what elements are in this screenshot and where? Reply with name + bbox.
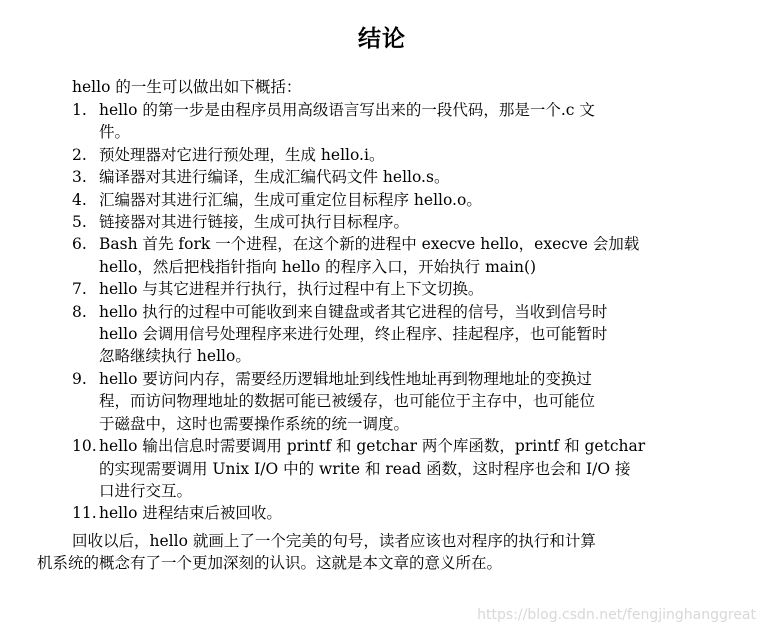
list-item	[72, 166, 672, 188]
list-item-number: 6.	[72, 235, 87, 254]
list-item	[72, 301, 672, 368]
list-item-text: Bash 首先 fork 一个进程，在这个新的进程中 execve hello，execve 会加载	[99, 235, 640, 254]
list-item	[72, 502, 672, 524]
list-item-text: hello，然后把栈指针指向 hello 的程序入口，开始执行 main()	[99, 257, 537, 276]
list-item-number: 8.	[72, 302, 87, 321]
list-item-text: hello 执行的过程中可能收到来自键盘或者其它进程的信号，当收到信号时	[99, 302, 608, 321]
list-item-text: 汇编器对其进行汇编，生成可重定位目标程序 hello.o。	[99, 190, 482, 209]
list-item	[72, 233, 672, 278]
list-item-number: 11.	[72, 504, 97, 523]
list-item-number: 9.	[72, 369, 87, 388]
list-item	[72, 211, 672, 233]
closing-paragraph	[37, 530, 677, 575]
closing-line: 机系统的概念有了一个更加深刻的认识。这就是本文章的意义所在。	[37, 554, 503, 573]
list-item-text: 编译器对其进行编译，生成汇编代码文件 hello.s。	[99, 168, 450, 187]
list-item-text: hello 的第一步是由程序员用高级语言写出来的一段代码，那是一个.c 文	[99, 101, 595, 119]
list-item-text: hello 与其它进程并行执行，执行过程中有上下文切换。	[99, 280, 484, 299]
list-item-number: 4.	[72, 190, 87, 209]
watermark: https://blog.csdn.net/fengjinghanggreat	[477, 607, 756, 623]
list-item-number: 1.	[72, 101, 87, 119]
list-item-number: 5.	[72, 213, 87, 232]
list-item-text: 程，而访问物理地址的数据可能已被缓存，也可能位于主存中，也可能位	[99, 392, 596, 411]
list-item-text: 链接器对其进行链接，生成可执行目标程序。	[99, 213, 410, 232]
list-item	[72, 435, 672, 502]
list-item	[72, 368, 672, 435]
list-item-text: 预处理器对它进行预处理，生成 hello.i。	[99, 145, 385, 164]
closing-line: 回收以后，hello 就画上了一个完美的句号，读者应该也对程序的执行和计算	[72, 532, 596, 550]
list-item-text: 的实现需要调用 Unix I/O 中的 write 和 read 函数，这时程序也会和 I/O 接	[99, 459, 631, 478]
list-item	[72, 99, 672, 144]
page-title: 结论	[358, 26, 406, 52]
list-item-text: hello 要访问内存，需要经历逻辑地址到线性地址再到物理地址的变换过	[99, 369, 592, 388]
list-item-text: 件。	[99, 123, 131, 142]
list-item-number: 7.	[72, 280, 87, 299]
list-item-number: 10.	[72, 437, 97, 456]
list-item-text: hello 会调用信号处理程序来进行处理，终止程序、挂起程序，也可能暂时	[99, 325, 608, 344]
summary-list	[72, 99, 672, 525]
list-item	[72, 144, 672, 166]
list-item	[72, 278, 672, 300]
list-item-text: hello 进程结束后被回收。	[99, 504, 282, 523]
list-item-number: 2.	[72, 145, 87, 164]
list-item-text: 于磁盘中，这时也需要操作系统的统一调度。	[99, 414, 410, 433]
list-item	[72, 189, 672, 211]
list-item-number: 3.	[72, 168, 87, 187]
intro-text: hello 的一生可以做出如下概括：	[72, 78, 302, 96]
list-item-text: 忽略继续执行 hello。	[99, 347, 251, 366]
list-item-text: hello 输出信息时需要调用 printf 和 getchar 两个库函数，printf 和 getchar	[99, 437, 646, 456]
list-item-text: 口进行交互。	[99, 481, 193, 500]
